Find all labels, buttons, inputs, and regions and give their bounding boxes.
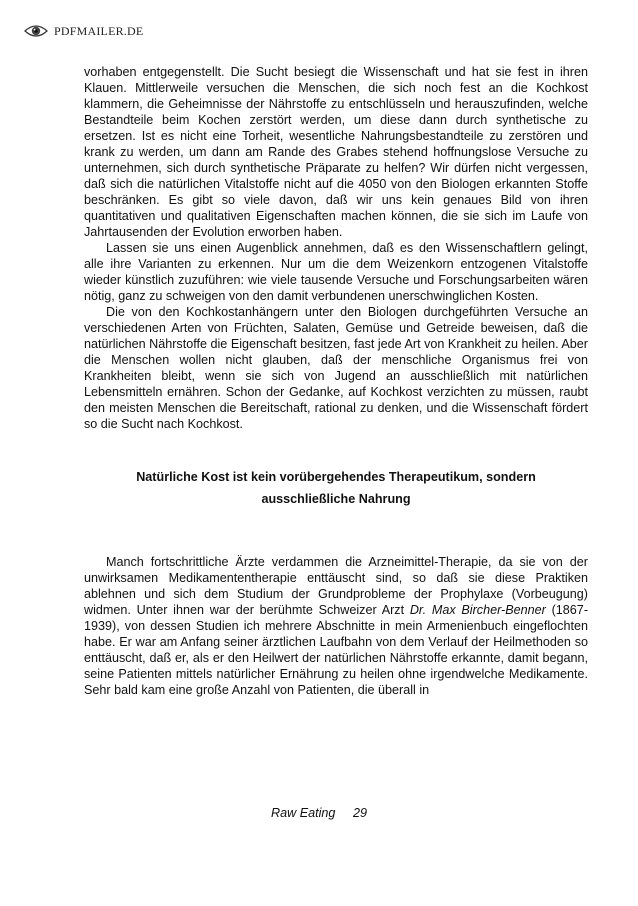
page-footer [0, 806, 638, 820]
paragraph-4-text-a: Manch fortschrittliche Ärzte verdammen die Arzneimittel-Therapie, da sie von der unwirksamen Medikamententherapie enttäuscht sind, so daß sie diese Praktiken ablehnen und sich dem Studium der Grundprobleme der Prophylaxe (Vorbeugung) widmen. Unter ihnen war der berühmte Schweizer Arzt [84, 555, 588, 617]
document-body [84, 64, 588, 698]
book-title: Raw Eating [271, 806, 336, 820]
paragraph-4 [84, 554, 588, 698]
eye-logo-icon [24, 22, 48, 40]
person-name: Dr. Max Bircher-Benner [409, 603, 546, 617]
site-name: PDFMAILER.DE [54, 23, 144, 38]
paragraph-1: vorhaben entgegenstellt. Die Sucht besiegt die Wissenschaft und hat sie fest in ihren Klauen. Mittlerweile versuchen die Menschen, die sich noch fest an die Kochkost klammern, die Geheimnisse der Nährstoffe zu entschlüsseln und herauszufinden, welche Bestandteile beim Kochen zerstört werden, um diese dann durch synthetische zu ersetzen. Ist es nicht eine Torheit, wesentliche Nahrungsbestandteile zu zerstören und krank zu werden, um dann am Rande des Grabes stehend hoffnungslose Versuche zu unternehmen, sich durch synthetische Präparate zu helfen? Wir dürfen nicht vergessen, daß sich die natürlichen Vitalstoffe nicht auf die 4050 von den Biologen erkannten Stoffe beschränken. Es gibt so viele davon, daß wir uns kein genaues Bild von ihren quantitativen und qualitativen Eigenschaften machen können, die sie sich im Laufe von Jahrtausenden der Evolution erworben haben. [84, 65, 588, 239]
page-number: 29 [352, 806, 367, 820]
paragraph-3: Die von den Kochkostanhängern unter den Biologen durchgeführten Versuche an verschiedenen Arten von Früchten, Salaten, Gemüse und Getreide beweisen, daß die natürlichen Nährstoffe die Eigenschaft besitzen, fast jede Art von Krankheit zu heilen. Aber die Menschen wollen nicht glauben, daß der menschliche Organismus frei von Krankheiten bleibt, wenn sie sich von Jugend an ausschließlich mit natürlichen Lebensmitteln ernähren. Schon der Gedanke, auf Kochkost verzichten zu müssen, raubt den meisten Menschen die Bereitschaft, rational zu denken, und die Wissenschaft fördert so die Sucht nach Kochkost. [84, 305, 588, 431]
section-heading: Natürliche Kost ist kein vorübergehendes Therapeutikum, sondern ausschließliche Nahrung [136, 470, 536, 506]
site-header [24, 22, 143, 40]
paragraph-4-text-b: (1867-1939), von dessen Studien ich mehrere Abschnitte in mein Armenienbuch eingeflochten habe. Er war am Anfang seiner ärztlichen Laufbahn von dem Verlauf der Heilmethoden so enttäuscht, daß er, als er den Heilwert der natürlichen Nährstoffe erkannte, damit begann, seine Patienten mittels natürlicher Ernährung zu heilen ohne irgendwelche Medikamente. Sehr bald kam eine große Anzahl von Patienten, die überall in [84, 603, 589, 697]
paragraph-2: Lassen sie uns einen Augenblick annehmen, daß es den Wissenschaftlern gelingt, alle ihre Varianten zu erkennen. Nur um die dem Weizenkorn entzogenen Vitalstoffe wieder künstlich zuzuführen: wie viele tausende Versuche und Forschungsarbeiten wären nötig, ganz zu schweigen von den damit verbundenen unerschwinglichen Kosten. [84, 241, 588, 303]
